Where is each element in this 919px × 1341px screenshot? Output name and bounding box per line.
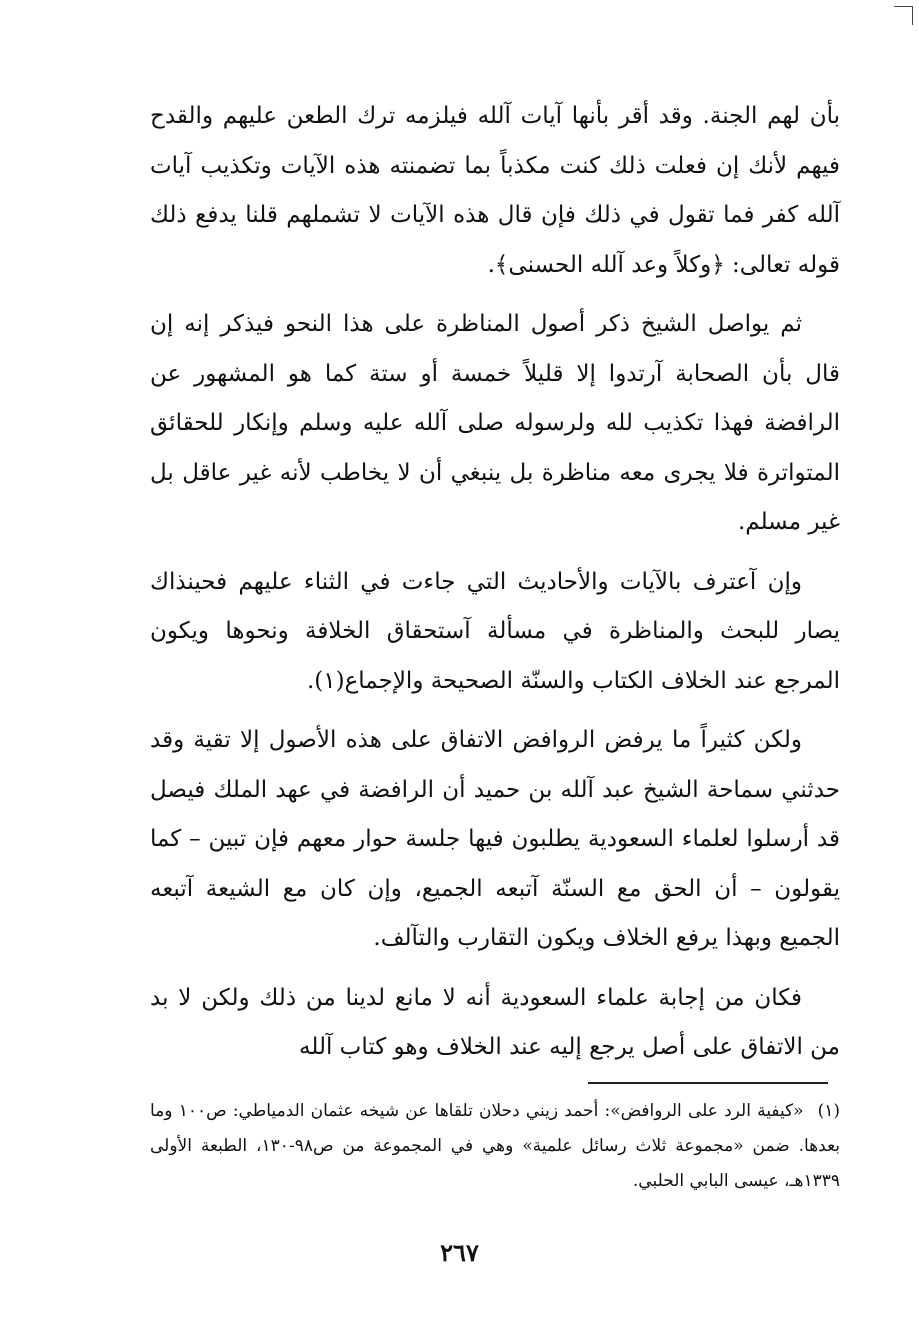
paragraph-1: بأن لهم الجنة. وقد أقر بأنها آيات آلله فيلزمه ترك الطعن عليهم والقدح فيهم لأنك إن فعلت ذلك كنت مكذباً بما تضمنته هذه الآيات وتكذيب آيات آلله كفر فما تقول في ذلك فإن قال هذه الآيات لا تشملهم قلنا يدفع ذلك قوله تعالى: ﴿وكلاً وعد آلله الحسنى﴾. [150,103,840,278]
footnote-separator [588,1082,828,1084]
page-corner-mark [894,6,913,25]
main-text [150,92,840,1083]
paragraph-3: وإن آعترف بالآيات والأحاديث التي جاءت في الثناء عليهم فحينذاك يصار للبحث والمناظرة في مسألة آستحقاق الخلافة ونحوها ويكون المرجع عند الخلاف الكتاب والسنّة الصحيحة والإجماع(١). [150,568,840,694]
footnote-text: «كيفية الرد على الروافض»: أحمد زيني دحلان تلقاها عن شيخه عثمان الدمياطي: ص١٠٠ وما بعدها. ضمن «مجموعة ثلاث رسائل علمية» وهي في المجموعة من ص٩٨-١٣٠، الطبعة الأولى ١٣٣٩هـ، عيسى البابي الحلبي. [150,1101,840,1191]
footnote [150,1094,840,1199]
paragraph-4: ولكن كثيراً ما يرفض الروافض الاتفاق على هذه الأصول إلا تقية وقد حدثني سماحة الشيخ عبد آلله بن حميد أن الرافضة في عهد الملك فيصل قد أرسلوا لعلماء السعودية يطلبون فيها جلسة حوار معهم فإن تبين – كما يقولون – أن الحق مع السنّة آتبعه الجميع، وإن كان مع الشيعة آتبعه الجميع وبهذا يرفع الخلاف ويكون التقارب والتآلف. [150,727,840,951]
paragraph-5: فكان من إجابة علماء السعودية أنه لا مانع لدينا من ذلك ولكن لا بد من الاتفاق على أصل يرجع إليه عند الخلاف وهو كتاب آلله [150,984,840,1060]
page-number: ٢٦٧ [440,1238,479,1267]
footnote-number: (١) [817,1101,840,1121]
paragraph-2: ثم يواصل الشيخ ذكر أصول المناظرة على هذا النحو فيذكر إنه إن قال بأن الصحابة آرتدوا إلا قليلاً خمسة أو ستة كما هو المشهور عن الرافضة فهذا تكذيب لله ولرسوله صلى آلله عليه وسلم وإنكار للحقائق المتواترة فلا يجرى معه مناظرة بل ينبغي أن لا يخاطب لأنه غير عاقل بل غير مسلم. [150,311,840,535]
